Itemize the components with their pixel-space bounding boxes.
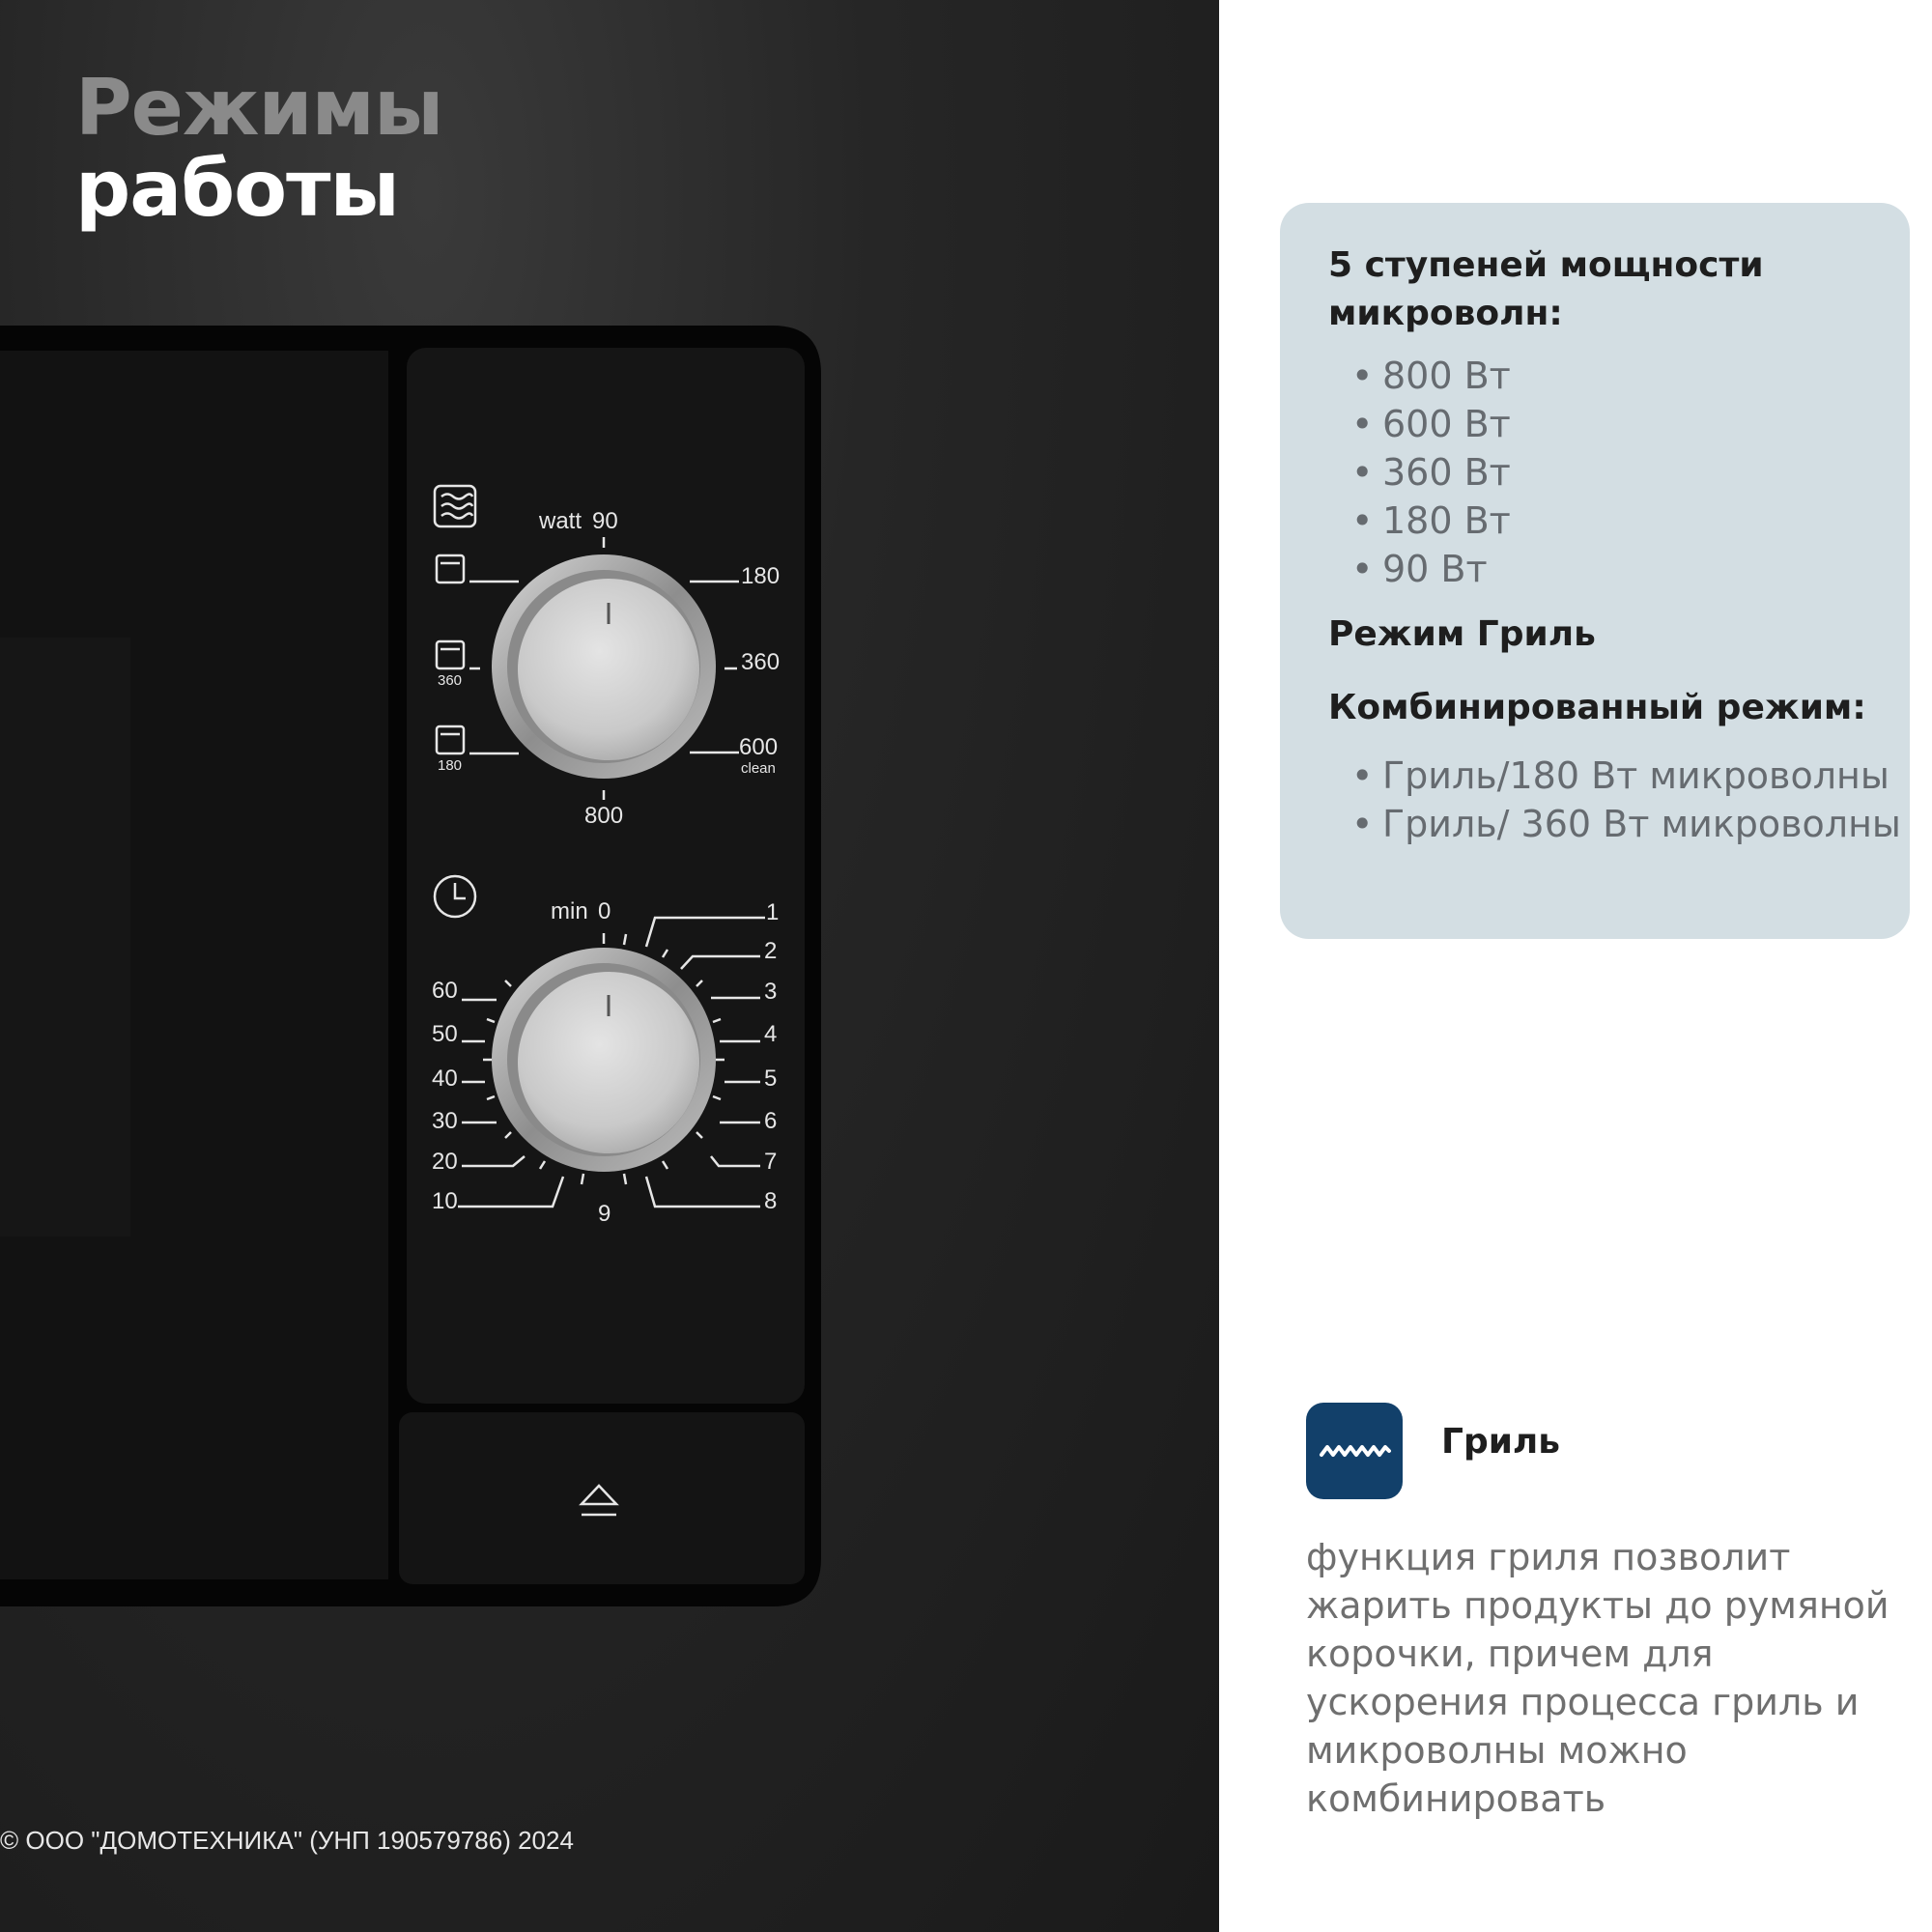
timer-mark-3: 3	[764, 979, 778, 1005]
title-line-1: Режимы	[75, 63, 443, 153]
grill-wave-icon	[1306, 1403, 1403, 1499]
bullet-icon: •	[1351, 754, 1374, 797]
combined-mode-list	[1328, 752, 1910, 848]
combined-mode-heading: Комбинированный режим:	[1328, 688, 1866, 727]
modes-info-card	[1280, 203, 1910, 939]
page-title	[75, 63, 443, 234]
power-knob[interactable]	[492, 554, 716, 779]
combi-180-label: 180	[438, 757, 463, 774]
grill-feature-title: Гриль	[1441, 1422, 1561, 1462]
list-item: • 600 Вт	[1351, 400, 1910, 448]
grill-mode-heading: Режим Гриль	[1328, 614, 1596, 654]
grill-feature-description: функция гриля позволит жарить продукты до румяной корочки, причем для ускорения процесса гриль и микроволны можно комбинировать	[1306, 1536, 1889, 1820]
timer-mark-60: 60	[432, 978, 458, 1004]
timer-mark-9: 9	[598, 1201, 611, 1227]
list-item: • Гриль/ 360 Вт микроволны	[1351, 800, 1910, 848]
timer-mark-10: 10	[432, 1188, 458, 1214]
copyright-notice: © ООО "ДОМОТЕХНИКА" (УНП 190579786) 2024	[0, 1826, 574, 1855]
bullet-icon: •	[1351, 451, 1374, 494]
list-item: • 800 Вт	[1351, 352, 1910, 400]
title-line-2: работы	[75, 144, 399, 234]
timer-mark-50: 50	[432, 1021, 458, 1047]
list-item: • 180 Вт	[1351, 497, 1910, 545]
power-mark-180: 180	[741, 563, 781, 589]
combi-360-label: 360	[438, 672, 463, 689]
power-levels-list	[1328, 352, 1910, 593]
power-mark-360: 360	[741, 649, 781, 675]
bullet-icon: •	[1351, 499, 1374, 542]
power-mark-clean: clean	[741, 760, 776, 777]
power-mark-90: 90	[592, 508, 618, 534]
list-item: • Гриль/180 Вт микроволны	[1351, 752, 1910, 800]
list-item: • 90 Вт	[1351, 545, 1910, 593]
timer-mark-6: 6	[764, 1108, 778, 1134]
timer-mark-7: 7	[764, 1149, 778, 1175]
timer-mark-0: 0	[598, 898, 611, 924]
timer-knob[interactable]	[492, 948, 716, 1172]
bullet-icon: •	[1351, 355, 1374, 397]
bullet-icon: •	[1351, 803, 1374, 845]
list-item: • 360 Вт	[1351, 448, 1910, 497]
power-unit-label: watt	[539, 508, 582, 534]
timer-mark-30: 30	[432, 1108, 458, 1134]
bullet-icon: •	[1351, 548, 1374, 590]
door-release-panel	[399, 1412, 805, 1584]
timer-mark-4: 4	[764, 1021, 778, 1047]
timer-mark-1: 1	[766, 899, 780, 925]
timer-mark-8: 8	[764, 1188, 778, 1214]
timer-mark-2: 2	[764, 938, 778, 964]
power-mark-600: 600	[739, 734, 779, 760]
timer-mark-5: 5	[764, 1065, 778, 1092]
bullet-icon: •	[1351, 403, 1374, 445]
power-levels-heading: 5 ступеней мощности микроволн:	[1328, 245, 1764, 333]
timer-mark-20: 20	[432, 1149, 458, 1175]
timer-mark-40: 40	[432, 1065, 458, 1092]
timer-unit-label: min	[551, 898, 588, 924]
power-mark-800: 800	[584, 803, 624, 829]
